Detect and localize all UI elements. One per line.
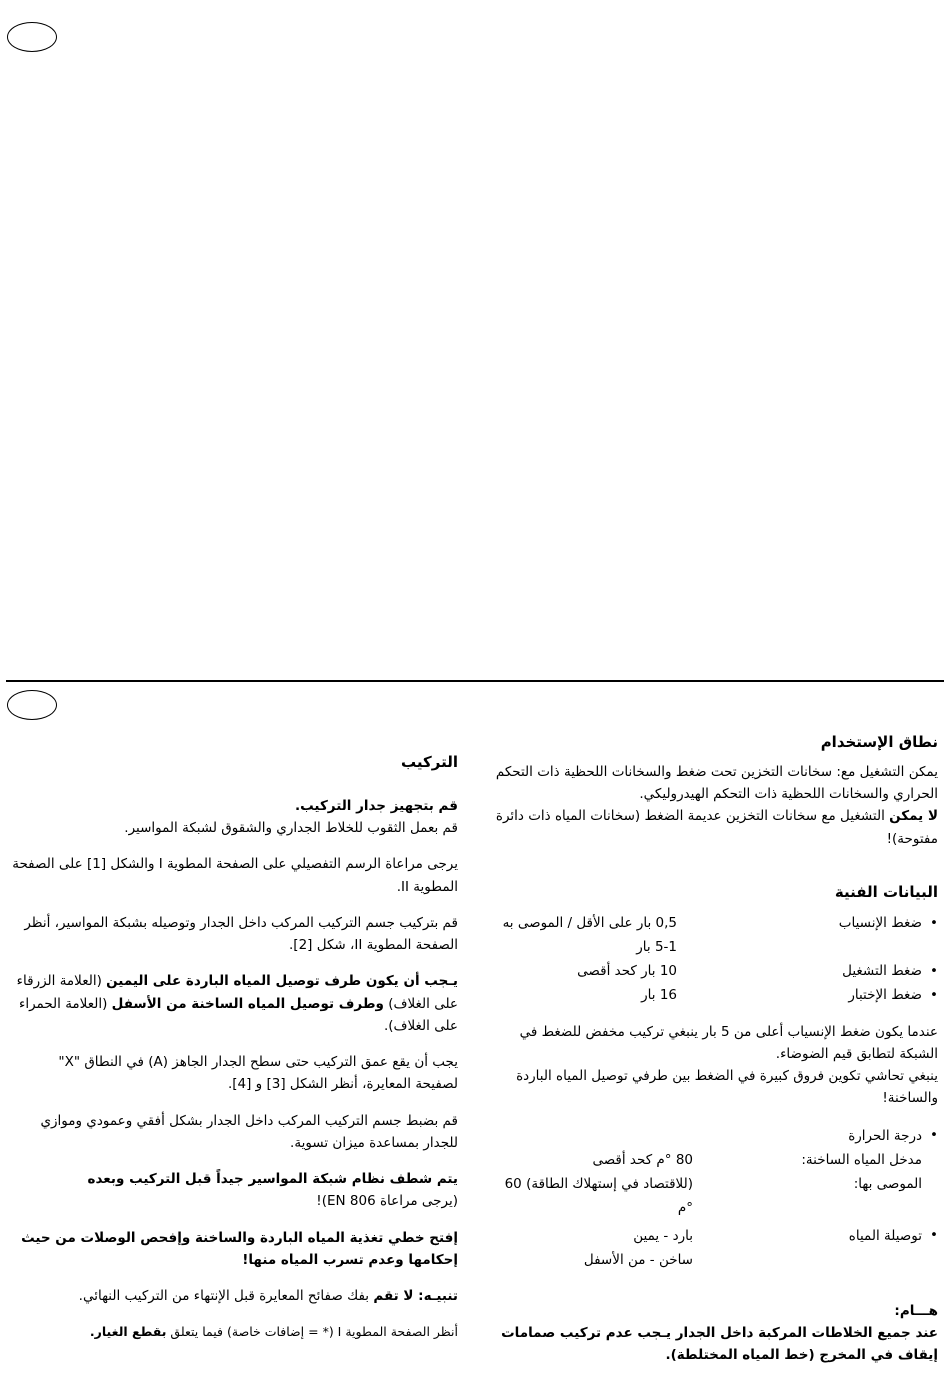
prep-heading: قم بتجهيز جدار التركيب. [295,797,458,814]
left-column [12,750,458,1342]
pressure-note: عندما يكون ضغط الإنسياب أعلى من 5 بار ينبغي تركيب مخفض للضغط في الشبكة لتطابق قيم الضوضاء. [519,1023,938,1062]
recommended-value: (للاقتصاد في إستهلاك الطاقة) 60 °م [504,1175,693,1216]
scope-paragraph: يمكن التشغيل مع: سخانات التخزين تحت ضغط والسخانات اللحظية ذات التحكم الحراري والسخانات اللحظية ذات التحكم الهيدروليكي. [495,763,938,803]
drawing-note: يرجى مراعاة الرسم التفصيلي على الصفحة المطوية I والشكل [1] على الصفحة المطوية II. [12,856,458,895]
caution-note: تنبيـه: لا تقم بفك صفائح المعايرة قبل الإنتهاء من التركيب النهائي. [78,1288,458,1305]
hot-inlet-label: مدخل المياه الساخنة: [801,1151,922,1168]
temperature-label: • درجة الحرارة [848,1127,922,1144]
install-body-note: قم بتركيب جسم التركيب المركب داخل الجدار وتوصيله بشبكة المواسير، أنظر الصفحة المطوية II، شكل [2]. [24,914,458,954]
language-marker-oval [7,690,57,720]
recommended-label: الموصى بها: [853,1175,922,1192]
flush-note: يتم شطف نظام شبكة المواسير جيداً قبل التركيب وبعده [87,1171,458,1188]
scope-title: نطاق الإستخدام [820,733,938,751]
hot-inlet-value: 80 °م كحد أقصى [592,1151,693,1168]
prep-text: قم بعمل الثقوب للخلاط الجداري والشقوق لشبكة المواسير. [124,820,458,837]
scope-warning: لا يمكن التشغيل مع سخانات التخزين عديمة الضغط (سخانات المياه ذات دائرة مفتوحة)! [495,808,938,847]
water-connection-label: • توصيلة المياه [848,1227,922,1244]
connection-note: يـجب أن يكون طرف توصيل المياه الباردة على اليمين (العلامة الزرقاء على الغلاف) وطرف توصيل المياه الساخنة من الأسفل (العلامة الحمراء على الغلاف). [16,973,458,1034]
depth-note: يجب أن يقع عمق التركيب حتى سطح الجدار الجاهز (A) في النطاق "X" لصفيحة المعايرة، أنظر الشكل [3] و [4]. [58,1054,458,1093]
page-divider [6,680,944,682]
spec-list [490,911,938,1007]
spec-item: • ضغط الإنسياب 0,5 بار على الأقل / الموصى به 1-5 بار [490,911,938,959]
water-hot: ساخن - من الأسفل [583,1251,693,1268]
spare-parts-note: أنظر الصفحة المطوية I (* = إضافات خاصة) فيما يتعلق بقطع الغيار. [89,1323,458,1339]
water-cold: بارد - يمين [633,1227,693,1244]
water-connection-block [490,1224,938,1272]
open-supply-note: إفتح خطي تغذية المياه الباردة والساخنة وإفحص الوصلات من حيث إحكامها وعدم تسرب المياه منها! [21,1229,458,1268]
language-marker-oval [7,22,57,52]
important-text: عند جميع الخلاطات المركبة داخل الجدار يـجب عدم تركيب صمامات إيقاف في المخرج (خط المياه المختلطة). [501,1324,938,1364]
important-title: هـــام: [894,1302,938,1319]
level-note: قم بضبط جسم التركيب المركب داخل الجدار بشكل أفقي وعمودي وموازي للجدار بمساعدة ميزان تسوية. [40,1112,458,1151]
right-column [490,730,938,1366]
installation-title: التركيب [401,753,458,771]
tech-data-title: البيانات الفنية [834,882,938,901]
spec-item: • ضغط التشغيل 10 بار كحد أقصى [490,959,938,983]
temperature-block [490,1124,938,1220]
pressure-difference-note: ينبغي تحاشي تكوين فروق كبيرة في الضغط بين طرفي توصيل المياه الباردة والساخنة! [516,1068,938,1107]
spec-item: • ضغط الإختبار 16 بار [490,983,938,1007]
flush-standard: (يرجى مراعاة EN 806)! [316,1193,458,1210]
